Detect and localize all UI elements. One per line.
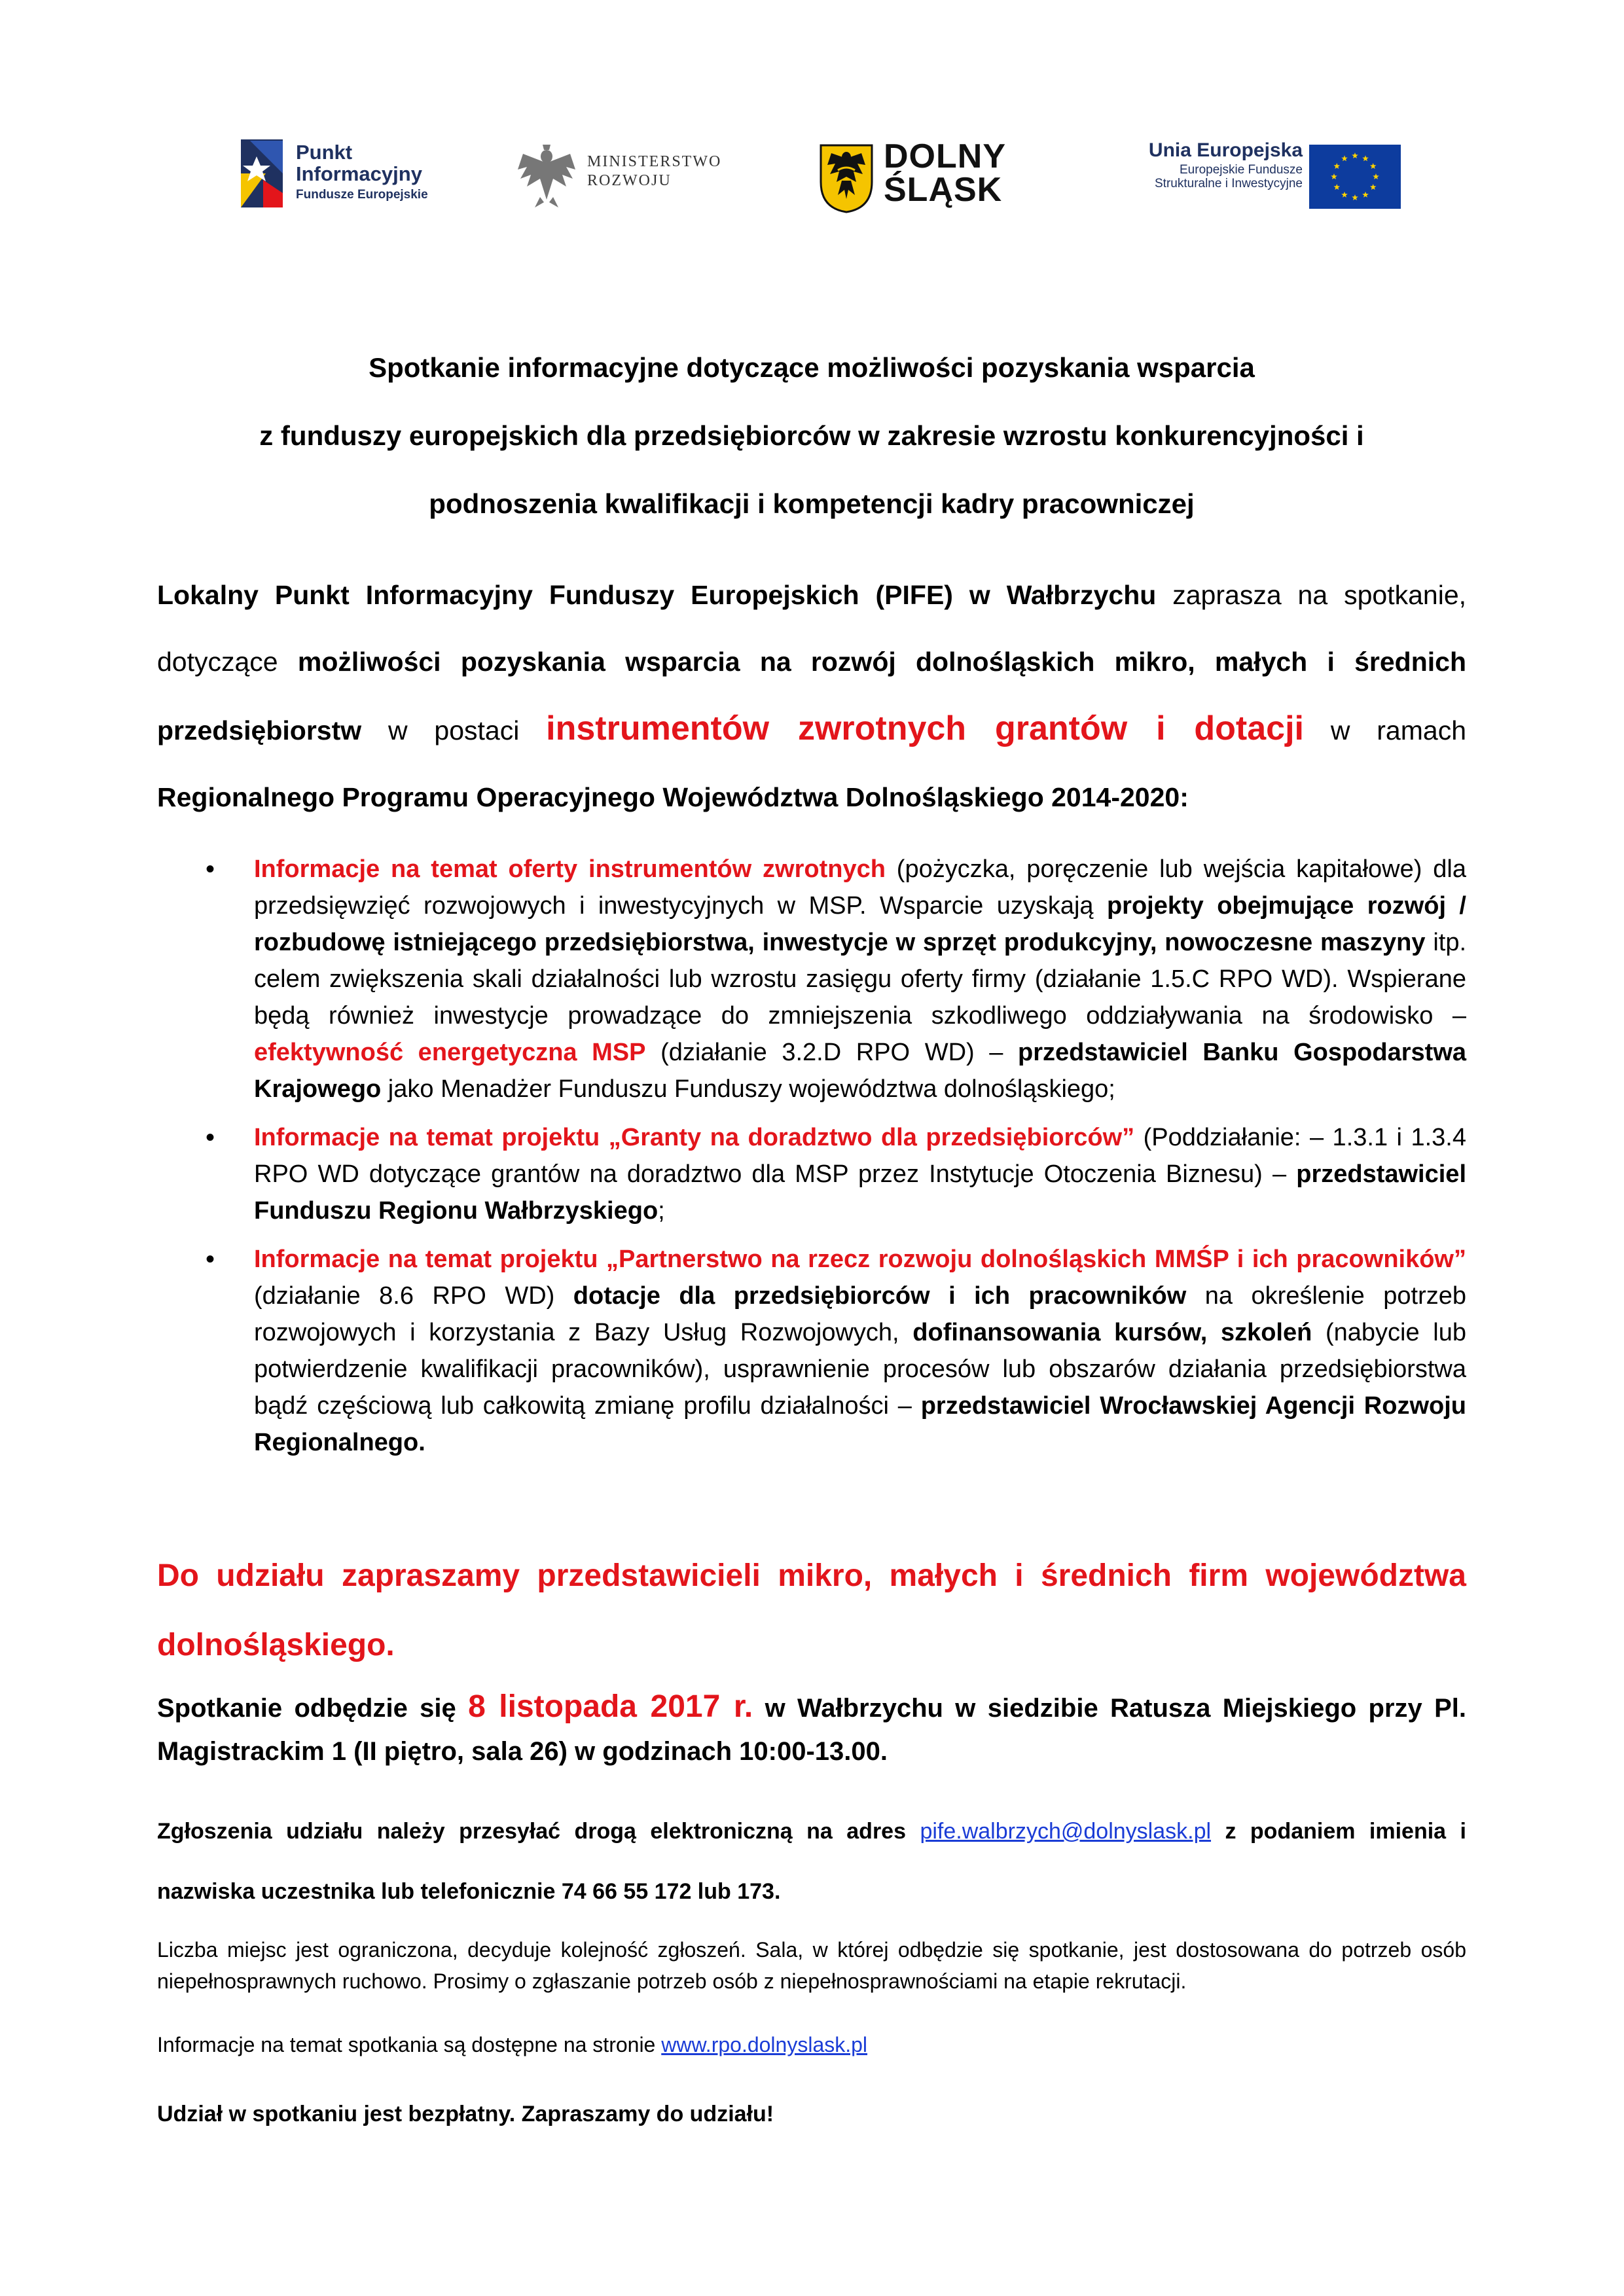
website-link[interactable]: www.rpo.dolnyslask.pl (661, 2033, 868, 2056)
ministerstwo-line2: ROZWOJU (587, 171, 672, 189)
unia-europejska-logo (1113, 134, 1401, 219)
program-name: Regionalnego Programu Operacyjnego Województwa Dolnośląskiego 2014-2020: (157, 782, 1189, 812)
intro-paragraph (157, 562, 1466, 831)
intro-text-2: w postaci (361, 715, 547, 745)
apply-text-1: Zgłoszenia udziału należy przesyłać drogą elektroniczną na adres (157, 1819, 920, 1844)
item-text: (działanie 3.2.D RPO WD) – (645, 1039, 1018, 1066)
website-info (157, 2029, 1466, 2060)
intro-text-1: zaprasza na spotkanie, dotyczące (157, 580, 1467, 677)
document-title (157, 334, 1466, 538)
intro-text-3: w ramach (1304, 715, 1466, 745)
item-text: itp. celem zwiększenia skali działalności lub wzrostu zasięgu oferty firmy (działanie 1.5.C RPO WD). Wspierane będą również inwestycje prowadzące do zmniejszenia szkodliwego oddziaływania na środowisko – (254, 929, 1467, 1030)
meeting-date: 8 listopada 2017 r. (468, 1689, 753, 1724)
item-heading: Informacje na temat projektu „Granty na doradztwo dla przedsiębiorców” (254, 1124, 1135, 1151)
item-text: jako Menadżer Funduszu Funduszy województwa dolnośląskiego; (381, 1075, 1115, 1103)
eu-flag-icon (1309, 145, 1401, 209)
title-line-2: z funduszy europejskich dla przedsiębiorców w zakresie wzrostu konkurencyjności i (259, 420, 1364, 451)
ministerstwo-rozwoju-logo (514, 141, 730, 213)
unia-line1: Unia Europejska (1148, 139, 1303, 161)
punkt-line3: Fundusze Europejskie (296, 188, 428, 202)
polish-eagle-icon (514, 141, 579, 209)
logo-strip (0, 128, 1624, 226)
item-red: efektywność energetyczna MSP (254, 1039, 646, 1066)
list-item (157, 1241, 1466, 1461)
item-text: (Poddziałanie: – 1.3.1 i 1.3.4 RPO WD dotyczące grantów na doradztwo dla MSP przez Instytucje Otoczenia Biznesu) – (254, 1124, 1466, 1188)
info-text: Informacje na temat spotkania są dostępne na stronie (157, 2033, 662, 2056)
instruments-highlight: instrumentów zwrotnych grantów i dotacji (546, 709, 1304, 747)
punkt-informacyjny-logo (237, 134, 446, 213)
item-bold: projekty obejmujące rozwój / rozbudowę istniejącego przedsiębiorstwa, inwestycje w sprzęt produkcyjny, nowoczesne maszyny (254, 892, 1466, 956)
list-item (157, 851, 1466, 1107)
agenda-list (157, 851, 1466, 1473)
apply-text-2: z podaniem imienia i nazwiska uczestnika lub telefonicznie 74 66 55 172 lub 173. (157, 1819, 1466, 1904)
item-text: (pożyczka, poręczenie lub wejścia kapitałowe) dla przedsięwzięć rozwojowych i inwestycyjnych w MSP. Wsparcie uzyskają (254, 855, 1466, 920)
support-topic: możliwości pozyskania wsparcia na rozwój dolnośląskich mikro, małych i średnich przedsiębiorstw (157, 647, 1466, 745)
email-link[interactable]: pife.walbrzych@dolnyslask.pl (920, 1819, 1212, 1844)
item-heading: Informacje na temat oferty instrumentów zwrotnych (254, 855, 886, 883)
item-text: (nabycie lub potwierdzenie kwalifikacji pracowników), usprawnienie procesów lub obszarów działania przedsiębiorstwa bądź częściową lub całkowitą zmianę profilu działalności – (254, 1319, 1466, 1420)
punkt-line2: Informacyjny (296, 162, 422, 185)
item-text: na określenie potrzeb rozwojowych i korzystania z Bazy Usług Rozwojowych, (254, 1282, 1466, 1346)
title-line-1: Spotkanie informacyjne dotyczące możliwości pozyskania wsparcia (369, 352, 1255, 383)
item-bold: dofinansowania kursów, szkoleń (912, 1319, 1312, 1346)
registration-info (157, 1801, 1466, 1922)
item-bold: przedstawiciel Banku Gospodarstwa Krajowego (254, 1039, 1467, 1103)
unia-line3: Strukturalne i Inwestycyjne (1155, 176, 1303, 190)
title-line-3: podnoszenia kwalifikacji i kompetencji kadry pracowniczej (429, 488, 1195, 519)
meeting-text-2: w Wałbrzychu w siedzibie Ratusza Miejskiego przy Pl. Magistrackim 1 (II piętro, sala 26) w godzinach 10:00-13.00. (157, 1694, 1467, 1766)
item-text: (działanie 8.6 RPO WD) (254, 1282, 573, 1310)
meeting-text-1: Spotkanie odbędzie się (157, 1694, 469, 1723)
unia-line2: Europejskie Fundusze (1180, 163, 1303, 177)
ministerstwo-line1: MINISTERSTWO (587, 153, 722, 170)
list-item (157, 1119, 1466, 1229)
organizer-name: Lokalny Punkt Informacyjny Funduszy Europejskich (PIFE) w Wałbrzychu (157, 580, 1157, 610)
invitation-statement: Do udziału zapraszamy przedstawicieli mikro, małych i średnich firm województwa dolnośląskiego. (157, 1558, 1466, 1662)
item-bold: dotacje dla przedsiębiorców i ich pracowników (573, 1282, 1187, 1310)
dolny-line: DOLNY (884, 137, 1006, 175)
item-bold: przedstawiciel Funduszu Regionu Wałbrzyskiego (254, 1160, 1466, 1225)
item-bold: przedstawiciel Wrocławskiej Agencji Rozwoju Regionalnego. (254, 1392, 1466, 1456)
punkt-line1: Punkt (296, 141, 353, 164)
punkt-informacyjny-emblem-icon (237, 134, 289, 213)
item-heading: Informacje na temat projektu „Partnerstwo na rzecz rozwoju dolnośląskich MMŚP i ich pracowników” (254, 1246, 1466, 1273)
free-participation-note: Udział w spotkaniu jest bezpłatny. Zapraszamy do udziału! (157, 2102, 774, 2126)
dolny-slask-logo (818, 137, 1028, 216)
seats-notice: Liczba miejsc jest ograniczona, decyduje kolejność zgłoszeń. Sala, w której odbędzie się spotkanie, jest dostosowana do potrzeb osób niepełnosprawnych ruchowo. Prosimy o zgłaszanie potrzeb osób z niepełnosprawnościami na etapie rekrutacji. (157, 1938, 1466, 1993)
slask-line: ŚLĄSK (884, 170, 1003, 209)
dolny-slask-shield-icon (818, 143, 875, 215)
meeting-details (157, 1685, 1466, 1773)
item-text: ; (658, 1197, 665, 1225)
